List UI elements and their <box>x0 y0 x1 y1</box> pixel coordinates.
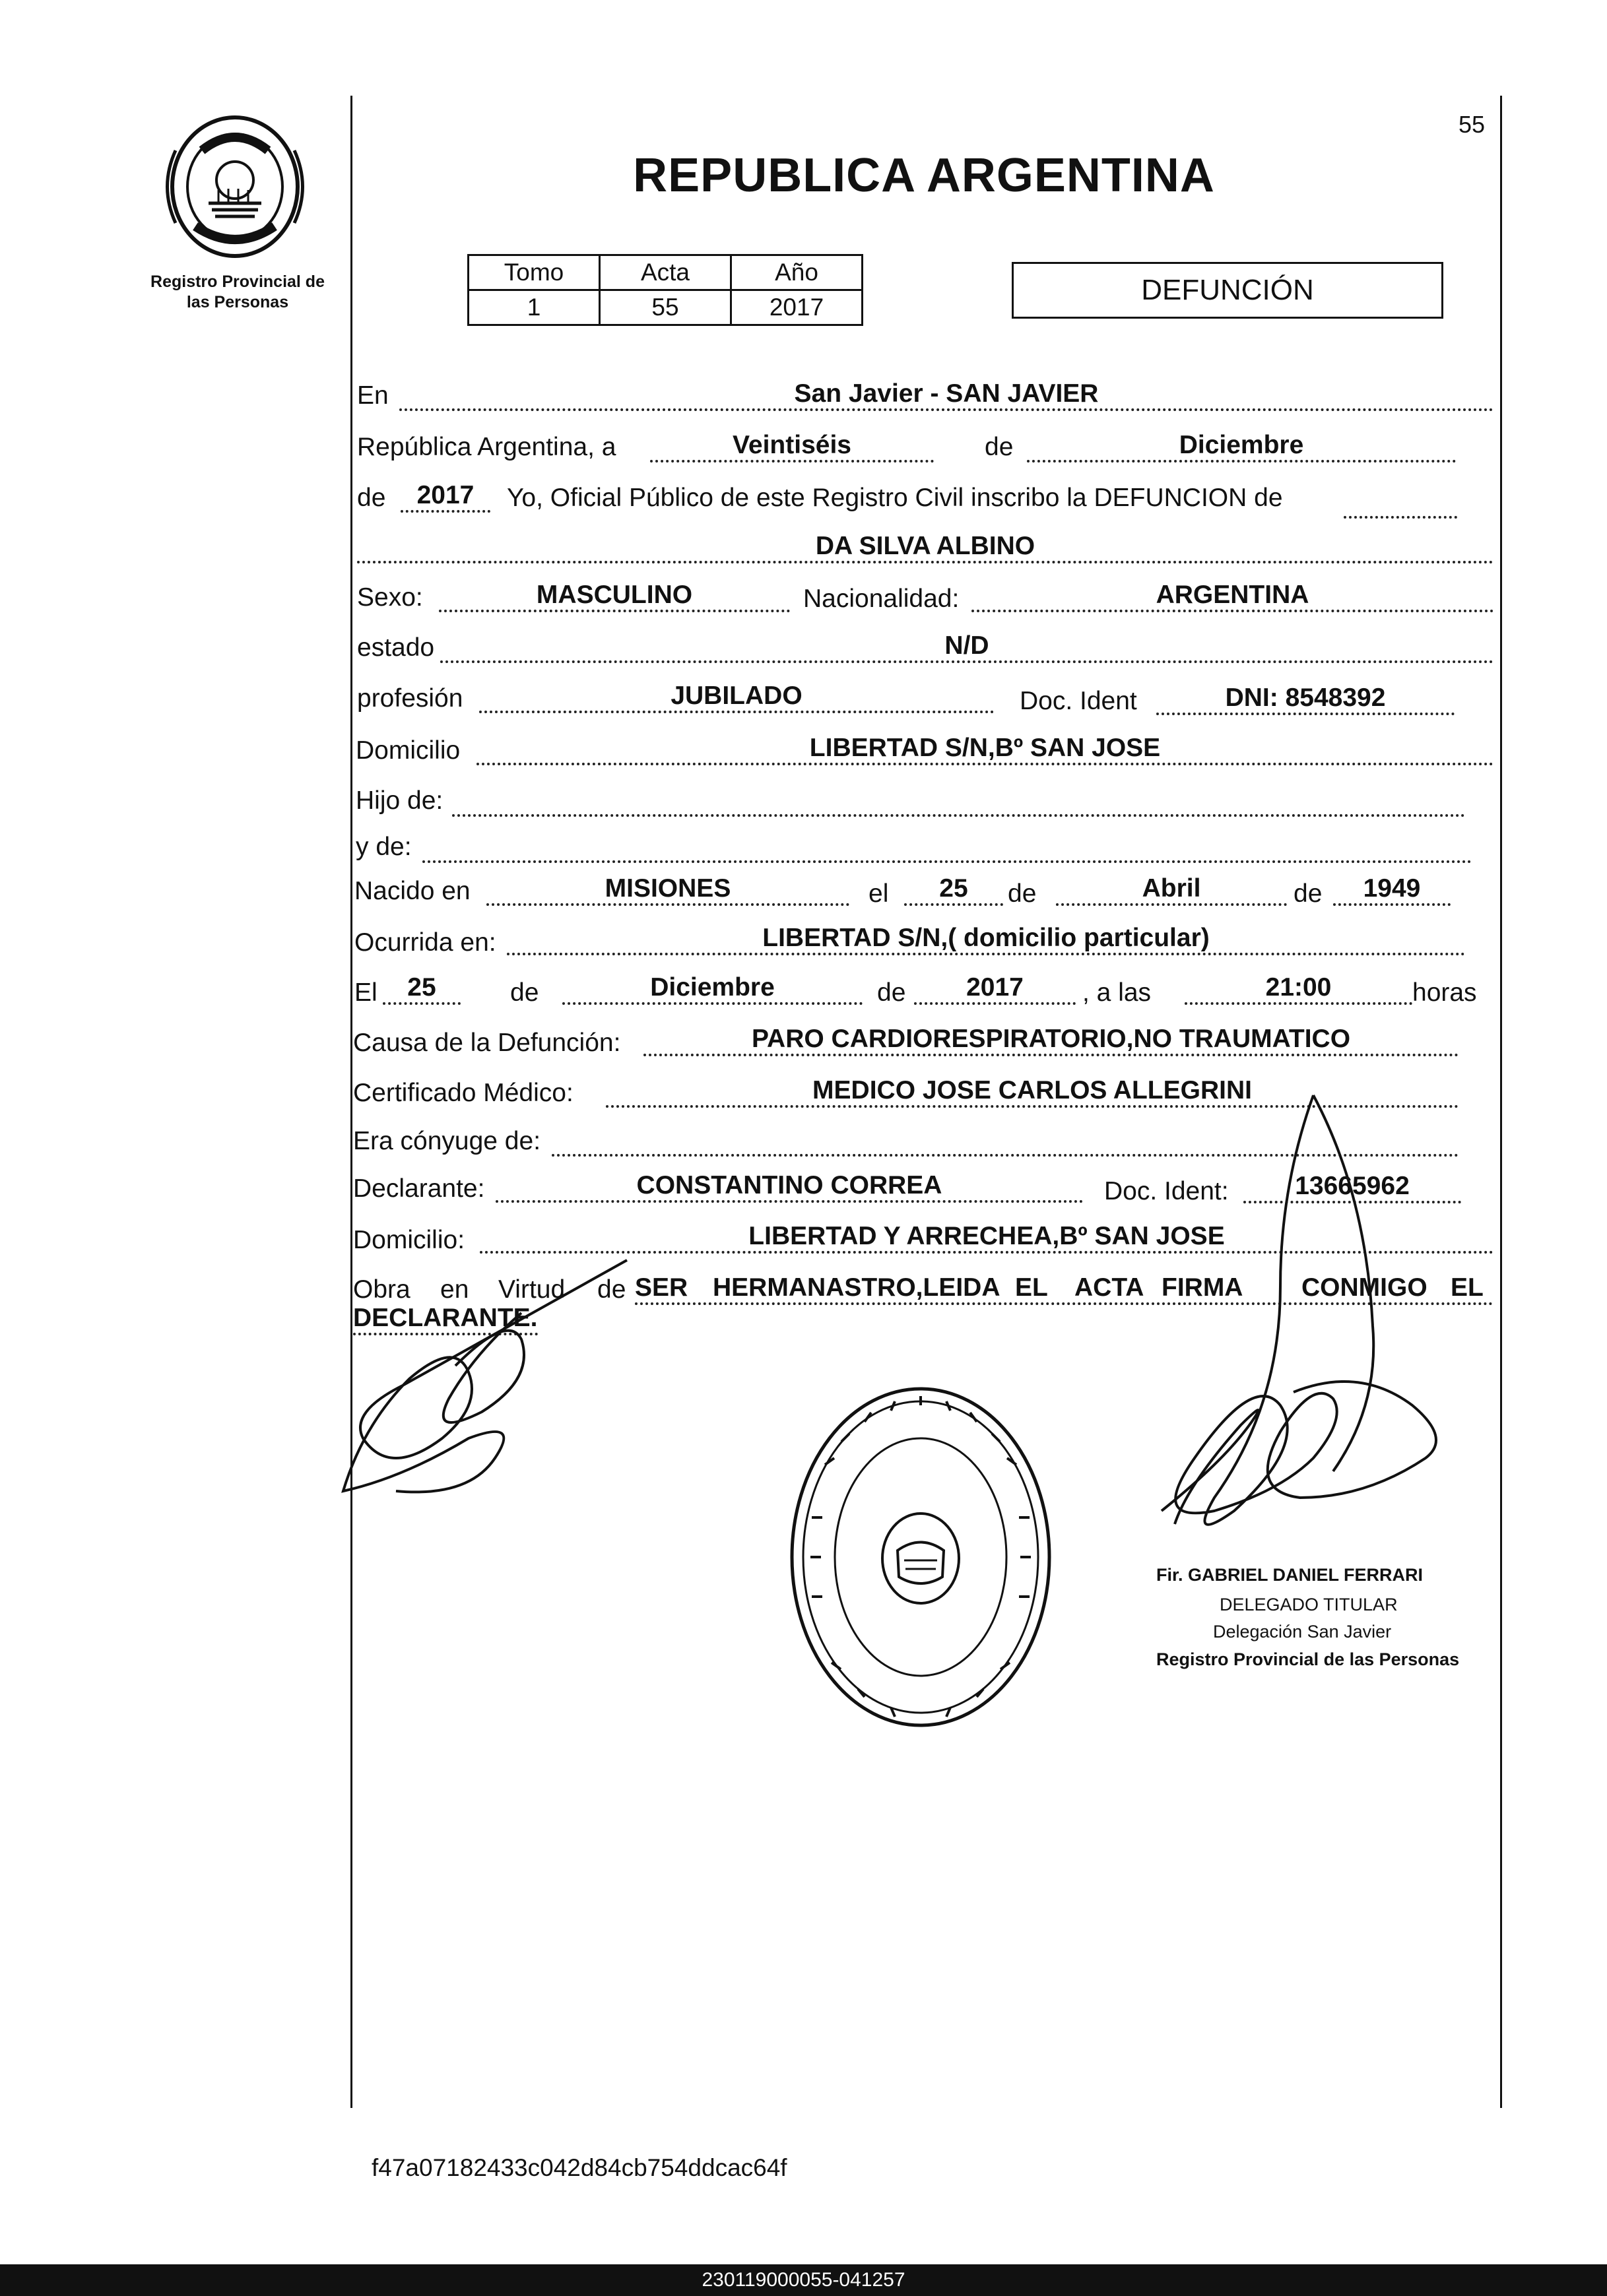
label-de-def-2: de <box>877 978 906 1007</box>
document-type-box: DEFUNCIÓN <box>1012 262 1443 319</box>
field-mes: Diciembre <box>1027 431 1456 462</box>
registry-line-2: las Personas <box>186 293 289 311</box>
signer-name: Fir. GABRIEL DANIEL FERRARI <box>1156 1565 1424 1585</box>
label-conyuge: Era cónyuge de: <box>353 1127 541 1155</box>
label-el: El <box>354 978 377 1007</box>
acta-label: Acta <box>600 255 731 290</box>
tomo-label: Tomo <box>469 255 600 290</box>
declarant-signature-icon <box>323 1240 640 1517</box>
label-de-1: de <box>985 433 1014 461</box>
field-lugar: San Javier - SAN JAVIER <box>399 379 1493 411</box>
field-nacionalidad: ARGENTINA <box>971 581 1493 612</box>
label-nacionalidad: Nacionalidad: <box>803 585 960 613</box>
signer-office: Delegación San Javier <box>1213 1622 1392 1642</box>
label-a-las: , a las <box>1082 978 1152 1007</box>
label-de-def-1: de <box>510 978 539 1007</box>
signer-role: DELEGADO TITULAR <box>1220 1595 1398 1614</box>
field-nac-dia: 25 <box>904 874 1003 906</box>
label-de-2: de <box>357 484 386 512</box>
obra-word-2: HERMANASTRO,LEIDA <box>713 1273 1000 1302</box>
field-anio: 2017 <box>401 481 490 513</box>
field-y-de <box>422 831 1472 863</box>
document-title: REPUBLICA ARGENTINA <box>633 149 1215 202</box>
left-margin-line <box>350 96 352 2108</box>
label-oficial: Yo, Oficial Público de este Registro Civil inscribo la DEFUNCION de <box>507 484 1283 512</box>
field-declarante-doc: 13665962 <box>1243 1172 1461 1203</box>
label-sexo: Sexo: <box>357 583 423 612</box>
field-hijo-de <box>452 785 1465 817</box>
field-profesion: JUBILADO <box>479 682 994 713</box>
label-el-nac: el <box>869 879 889 908</box>
obra-word-6: CONMIGO <box>1301 1273 1427 1302</box>
tomo-acta-anio-table <box>467 254 863 326</box>
field-causa: PARO CARDIORESPIRATORIO,NO TRAUMATICO <box>643 1025 1459 1056</box>
document-hash: f47a07182433c042d84cb754ddcac64f <box>372 2154 787 2181</box>
registry-line-1: Registro Provincial de <box>150 272 325 291</box>
obra-word-5: FIRMA <box>1162 1273 1243 1302</box>
obra-end: DECLARANTE. <box>353 1304 538 1335</box>
label-profesion: profesión <box>357 684 463 713</box>
field-estado: N/D <box>440 631 1493 663</box>
label-republica-a: República Argentina, a <box>357 433 616 461</box>
label-declarante: Declarante: <box>353 1174 485 1203</box>
field-certificado: MEDICO JOSE CARLOS ALLEGRINI <box>606 1076 1459 1108</box>
field-dia-texto: Veintiséis <box>650 431 934 462</box>
field-declarante-domicilio: LIBERTAD Y ARRECHEA,Bº SAN JOSE <box>480 1222 1493 1254</box>
anio-label: Año <box>731 255 863 290</box>
field-declarante: CONSTANTINO CORREA <box>496 1171 1083 1203</box>
field-domicilio: LIBERTAD S/N,Bº SAN JOSE <box>476 734 1493 765</box>
anio-value: 2017 <box>731 290 863 325</box>
page-number: 55 <box>1459 111 1486 138</box>
label-domicilio-2: Domicilio: <box>353 1226 465 1254</box>
label-obra-en: en <box>440 1275 469 1304</box>
field-sexo: MASCULINO <box>439 581 790 612</box>
label-nacido-en: Nacido en <box>354 877 471 905</box>
obra-word-3: EL <box>1015 1273 1048 1302</box>
obra-word-1: SER <box>635 1273 688 1302</box>
official-signature-icon <box>1082 1089 1492 1682</box>
obra-word-7: EL <box>1451 1273 1484 1302</box>
signer-registry: Registro Provincial de las Personas <box>1156 1649 1460 1669</box>
obra-word-4: ACTA <box>1074 1273 1144 1302</box>
field-hora: 21:00 <box>1185 973 1412 1005</box>
field-def-dia: 25 <box>383 973 461 1005</box>
official-seal-icon <box>785 1386 1056 1735</box>
label-estado: estado <box>357 633 435 662</box>
label-obra-virtud: Virtud <box>498 1275 566 1304</box>
field-def-mes: Diciembre <box>562 973 863 1005</box>
label-domicilio: Domicilio <box>356 736 461 765</box>
right-margin-line <box>1500 96 1502 2108</box>
field-nac-mes: Abril <box>1056 874 1287 906</box>
field-nacido-en: MISIONES <box>486 874 849 906</box>
label-obra-de: de <box>597 1275 626 1304</box>
field-nac-anio: 1949 <box>1333 874 1451 906</box>
label-causa: Causa de la Defunción: <box>353 1029 621 1057</box>
misiones-logo-icon <box>156 111 314 263</box>
label-obra: Obra <box>353 1275 410 1304</box>
label-de-nac: de <box>1008 879 1037 908</box>
field-def-anio: 2017 <box>914 973 1076 1005</box>
barcode-number-bar: 230119000055-041257 <box>0 2264 1607 2296</box>
field-nombre: DA SILVA ALBINO <box>357 532 1493 563</box>
label-certificado: Certificado Médico: <box>353 1079 574 1107</box>
acta-value: 55 <box>600 290 731 325</box>
tomo-value: 1 <box>469 290 600 325</box>
label-de-nac-2: de <box>1294 879 1323 908</box>
registry-name <box>132 272 343 313</box>
label-doc-ident: Doc. Ident <box>1020 687 1137 715</box>
label-y-de: y de: <box>356 833 412 861</box>
label-en: En <box>357 381 389 410</box>
field-oficial-tail <box>1344 487 1457 519</box>
field-doc: DNI: 8548392 <box>1156 684 1455 715</box>
label-ocurrida-en: Ocurrida en: <box>354 928 496 957</box>
label-horas: horas <box>1412 978 1477 1007</box>
label-hijo-de: Hijo de: <box>356 786 443 815</box>
field-ocurrida-en: LIBERTAD S/N,( domicilio particular) <box>507 924 1465 955</box>
label-doc-ident-2: Doc. Ident: <box>1104 1177 1229 1205</box>
